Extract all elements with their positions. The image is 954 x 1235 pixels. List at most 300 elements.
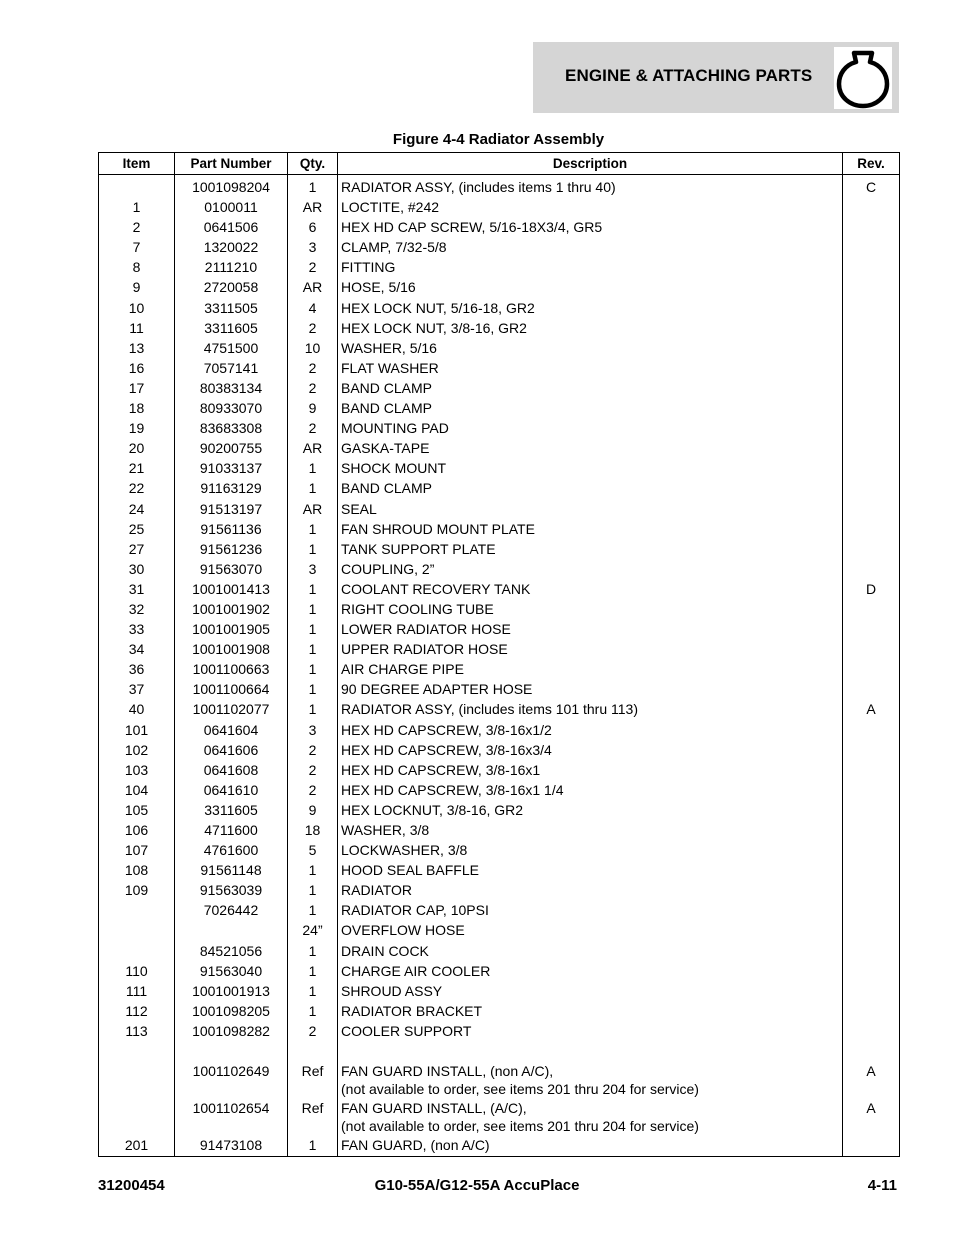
parts-table-body bbox=[99, 175, 900, 1157]
cell-part-number: 7026442 bbox=[175, 901, 288, 921]
cell-part-number: 7057141 bbox=[175, 359, 288, 379]
description-text: SHOCK MOUNT bbox=[341, 460, 446, 477]
cell-rev bbox=[843, 359, 900, 379]
cell-description bbox=[338, 841, 843, 861]
cell-description bbox=[338, 901, 843, 921]
table-row bbox=[99, 479, 900, 499]
cell-rev bbox=[843, 901, 900, 921]
cell-part-number: 83683308 bbox=[175, 419, 288, 439]
cell-description bbox=[338, 801, 843, 821]
cell-part-number: 4711600 bbox=[175, 821, 288, 841]
cell-rev bbox=[843, 419, 900, 439]
table-row bbox=[99, 399, 900, 419]
cell-description bbox=[338, 278, 843, 298]
cell-item: 24 bbox=[99, 500, 175, 520]
description-text: COOLER SUPPORT bbox=[341, 1022, 472, 1039]
cell-rev bbox=[843, 801, 900, 821]
cell-part-number: 0100011 bbox=[175, 198, 288, 218]
cell-item: 101 bbox=[99, 721, 175, 741]
table-row bbox=[99, 680, 900, 700]
description-text: CHARGE AIR COOLER bbox=[341, 962, 491, 979]
cell-qty: 1 bbox=[288, 580, 338, 600]
table-row bbox=[99, 258, 900, 278]
description-text: FLAT WASHER bbox=[341, 359, 439, 376]
cell-qty: 1 bbox=[288, 479, 338, 499]
cell-item: 2 bbox=[99, 218, 175, 238]
cell-rev bbox=[843, 459, 900, 479]
table-row bbox=[99, 1022, 900, 1042]
cell-description bbox=[338, 600, 843, 620]
cell-item: 33 bbox=[99, 620, 175, 640]
cell-description bbox=[338, 339, 843, 359]
description-text: CLAMP, 7/32-5/8 bbox=[341, 239, 447, 256]
cell-description bbox=[338, 319, 843, 339]
cell-item: 110 bbox=[99, 962, 175, 982]
description-text: BAND CLAMP bbox=[341, 379, 433, 396]
cell-description bbox=[338, 660, 843, 680]
cell-part-number: 1320022 bbox=[175, 238, 288, 258]
column-header-part-number: Part Number bbox=[175, 153, 288, 175]
cell-description bbox=[338, 580, 843, 600]
cell-rev bbox=[843, 439, 900, 459]
table-row bbox=[99, 901, 900, 921]
cell-item: 9 bbox=[99, 278, 175, 298]
table-row bbox=[99, 640, 900, 660]
cell-rev bbox=[843, 540, 900, 560]
cell-rev bbox=[843, 339, 900, 359]
description-text: RADIATOR bbox=[341, 882, 413, 899]
column-header-qty: Qty. bbox=[288, 153, 338, 175]
cell-qty: 2 bbox=[288, 741, 338, 761]
table-row bbox=[99, 942, 900, 962]
cell-rev bbox=[843, 399, 900, 419]
cell-description bbox=[338, 258, 843, 278]
cell-description bbox=[338, 439, 843, 459]
description-text: BAND CLAMP bbox=[341, 400, 433, 417]
cell-description bbox=[338, 680, 843, 700]
description-text: WASHER, 3/8 bbox=[341, 822, 430, 838]
cell-description bbox=[338, 500, 843, 520]
description-text: HEX HD CAPSCREW, 3/8-16x1 bbox=[341, 761, 541, 778]
cell-qty: 1 bbox=[288, 680, 338, 700]
cell-part-number: 0641604 bbox=[175, 721, 288, 741]
cell-rev bbox=[843, 841, 900, 861]
cell-rev bbox=[843, 1042, 900, 1062]
table-row bbox=[99, 881, 900, 901]
cell-item: 103 bbox=[99, 761, 175, 781]
description-text: LOCTITE, #242 bbox=[341, 199, 440, 216]
cell-rev: A bbox=[843, 700, 900, 720]
description-text: SEAL bbox=[341, 500, 377, 517]
table-row bbox=[99, 1042, 900, 1062]
cell-part-number: 84521056 bbox=[175, 942, 288, 962]
table-row bbox=[99, 741, 900, 761]
description-text: MOUNTING PAD bbox=[341, 420, 449, 437]
cell-qty: 2 bbox=[288, 319, 338, 339]
description-text: HOOD SEAL BAFFLE bbox=[341, 862, 479, 879]
cell-qty: 1 bbox=[288, 901, 338, 921]
table-row bbox=[99, 1002, 900, 1022]
table-row bbox=[99, 982, 900, 1002]
cell-rev bbox=[843, 500, 900, 520]
description-text: HEX HD CAPSCREW, 3/8-16x1/2 bbox=[341, 721, 552, 738]
description-text: SHROUD ASSY bbox=[341, 982, 443, 999]
table-row bbox=[99, 379, 900, 399]
cell-qty: 1 bbox=[288, 1136, 338, 1157]
cell-item: 40 bbox=[99, 700, 175, 720]
section-header bbox=[533, 42, 899, 113]
table-row bbox=[99, 459, 900, 479]
table-row bbox=[99, 861, 900, 881]
cell-qty: 1 bbox=[288, 620, 338, 640]
cell-rev bbox=[843, 520, 900, 540]
description-text: TANK SUPPORT PLATE bbox=[341, 540, 496, 557]
cell-item: 20 bbox=[99, 439, 175, 459]
cell-rev bbox=[843, 238, 900, 258]
cell-part-number: 3311605 bbox=[175, 319, 288, 339]
table-row bbox=[99, 439, 900, 459]
cell-description bbox=[338, 982, 843, 1002]
cell-part-number: 3311605 bbox=[175, 801, 288, 821]
cell-description bbox=[338, 540, 843, 560]
table-row bbox=[99, 841, 900, 861]
cell-part-number: 91513197 bbox=[175, 500, 288, 520]
cell-item: 25 bbox=[99, 520, 175, 540]
table-row bbox=[99, 1136, 900, 1157]
table-row bbox=[99, 761, 900, 781]
cell-part-number: 91561148 bbox=[175, 861, 288, 881]
cell-description bbox=[338, 821, 843, 841]
description-text: BAND CLAMP bbox=[341, 480, 433, 497]
cell-rev bbox=[843, 741, 900, 761]
cell-rev: A bbox=[843, 1099, 900, 1136]
cell-part-number: 1001102649 bbox=[175, 1062, 288, 1099]
cell-part-number: 1001098204 bbox=[175, 175, 288, 199]
cell-qty: 3 bbox=[288, 238, 338, 258]
table-row bbox=[99, 1099, 900, 1136]
cell-description bbox=[338, 299, 843, 319]
cell-description bbox=[338, 741, 843, 761]
table-row bbox=[99, 700, 900, 720]
cell-description bbox=[338, 520, 843, 540]
cell-qty: 10 bbox=[288, 339, 338, 359]
cell-rev bbox=[843, 721, 900, 741]
cell-item: 112 bbox=[99, 1002, 175, 1022]
table-row bbox=[99, 500, 900, 520]
footer-doc-number: 31200454 bbox=[98, 1177, 165, 1194]
cell-description bbox=[338, 419, 843, 439]
cell-item: 102 bbox=[99, 741, 175, 761]
description-text: HEX LOCK NUT, 3/8-16, GR2 bbox=[341, 319, 527, 336]
cell-qty: 6 bbox=[288, 218, 338, 238]
table-row bbox=[99, 921, 900, 941]
cell-qty: 5 bbox=[288, 841, 338, 861]
table-row bbox=[99, 419, 900, 439]
cell-description bbox=[338, 198, 843, 218]
description-note: (not available to order, see items 201 thru 204 for service) bbox=[341, 1081, 699, 1098]
cell-rev bbox=[843, 218, 900, 238]
cell-description bbox=[338, 620, 843, 640]
cell-item: 32 bbox=[99, 600, 175, 620]
cell-description bbox=[338, 700, 843, 720]
cell-qty: 1 bbox=[288, 942, 338, 962]
cell-item: 107 bbox=[99, 841, 175, 861]
cell-item: 1 bbox=[99, 198, 175, 218]
cell-qty: 2 bbox=[288, 761, 338, 781]
cell-qty: 1 bbox=[288, 982, 338, 1002]
cell-item: 16 bbox=[99, 359, 175, 379]
table-row bbox=[99, 540, 900, 560]
cell-description bbox=[338, 399, 843, 419]
cell-description bbox=[338, 359, 843, 379]
cell-qty: 1 bbox=[288, 700, 338, 720]
description-text: COUPLING, 2” bbox=[341, 560, 435, 577]
cell-item: 13 bbox=[99, 339, 175, 359]
cell-item bbox=[99, 175, 175, 199]
cell-part-number: 1001102654 bbox=[175, 1099, 288, 1136]
cell-part-number: 1001098282 bbox=[175, 1022, 288, 1042]
description-text: GASKA-TAPE bbox=[341, 440, 430, 457]
cell-rev bbox=[843, 660, 900, 680]
cell-qty: Ref bbox=[288, 1062, 338, 1099]
cell-part-number: 91563040 bbox=[175, 962, 288, 982]
cell-part-number: 4761600 bbox=[175, 841, 288, 861]
cell-rev bbox=[843, 640, 900, 660]
cell-description bbox=[338, 781, 843, 801]
cell-item: 11 bbox=[99, 319, 175, 339]
section-title: ENGINE & ATTACHING PARTS bbox=[565, 66, 813, 85]
cell-qty bbox=[288, 1042, 338, 1062]
cell-description bbox=[338, 921, 843, 941]
table-row bbox=[99, 299, 900, 319]
description-text: COOLANT RECOVERY TANK bbox=[341, 580, 531, 597]
description-text: HEX HD CAPSCREW, 3/8-16x3/4 bbox=[341, 741, 552, 758]
cell-part-number: 4751500 bbox=[175, 339, 288, 359]
cell-rev bbox=[843, 881, 900, 901]
cell-part-number bbox=[175, 921, 288, 941]
cell-rev bbox=[843, 600, 900, 620]
table-row bbox=[99, 560, 900, 580]
cell-qty: 1 bbox=[288, 1002, 338, 1022]
cell-part-number: 1001001913 bbox=[175, 982, 288, 1002]
cell-qty: 1 bbox=[288, 640, 338, 660]
description-text: HOSE, 5/16 bbox=[341, 279, 416, 296]
cell-part-number: 0641610 bbox=[175, 781, 288, 801]
cell-qty: 9 bbox=[288, 399, 338, 419]
table-row bbox=[99, 359, 900, 379]
cell-item: 27 bbox=[99, 540, 175, 560]
cell-description bbox=[338, 238, 843, 258]
cell-qty: AR bbox=[288, 439, 338, 459]
cell-qty: 2 bbox=[288, 379, 338, 399]
cell-rev bbox=[843, 982, 900, 1002]
cell-item: 105 bbox=[99, 801, 175, 821]
cell-part-number: 1001001902 bbox=[175, 600, 288, 620]
cell-description bbox=[338, 1099, 843, 1136]
parts-table bbox=[98, 152, 900, 1157]
cell-item bbox=[99, 921, 175, 941]
cell-description bbox=[338, 479, 843, 499]
description-text: FITTING bbox=[341, 259, 396, 276]
cell-qty: 1 bbox=[288, 520, 338, 540]
table-header-row bbox=[99, 153, 900, 175]
cell-rev bbox=[843, 560, 900, 580]
cell-qty: 2 bbox=[288, 258, 338, 278]
footer-model: G10-55A/G12-55A AccuPlace bbox=[374, 1177, 580, 1194]
table-row bbox=[99, 781, 900, 801]
cell-part-number: 80933070 bbox=[175, 399, 288, 419]
cell-description bbox=[338, 1002, 843, 1022]
cell-part-number: 91561136 bbox=[175, 520, 288, 540]
cell-description bbox=[338, 962, 843, 982]
description-text: HEX LOCK NUT, 5/16-18, GR2 bbox=[341, 299, 535, 316]
cell-description bbox=[338, 861, 843, 881]
cell-item: 113 bbox=[99, 1022, 175, 1042]
cell-part-number: 0641506 bbox=[175, 218, 288, 238]
cell-item: 104 bbox=[99, 781, 175, 801]
cell-qty: 2 bbox=[288, 359, 338, 379]
cell-rev: C bbox=[843, 175, 900, 199]
cell-description bbox=[338, 881, 843, 901]
footer-page-number: 4-11 bbox=[867, 1177, 897, 1194]
cell-part-number: 91563070 bbox=[175, 560, 288, 580]
cell-description bbox=[338, 1062, 843, 1099]
cell-qty: 3 bbox=[288, 560, 338, 580]
table-row bbox=[99, 620, 900, 640]
description-text: FAN GUARD INSTALL, (A/C), bbox=[341, 1100, 527, 1117]
column-header-description: Description bbox=[338, 153, 843, 175]
cell-part-number: 1001001908 bbox=[175, 640, 288, 660]
table-row bbox=[99, 721, 900, 741]
description-text: AIR CHARGE PIPE bbox=[341, 661, 464, 678]
cell-item: 10 bbox=[99, 299, 175, 319]
cell-qty: 2 bbox=[288, 1022, 338, 1042]
cell-qty: 1 bbox=[288, 881, 338, 901]
cell-item: 36 bbox=[99, 660, 175, 680]
cell-qty: 4 bbox=[288, 299, 338, 319]
cell-part-number: 3311505 bbox=[175, 299, 288, 319]
cell-qty: 1 bbox=[288, 459, 338, 479]
cell-part-number: 91163129 bbox=[175, 479, 288, 499]
cell-description bbox=[338, 459, 843, 479]
cell-part-number: 1001100664 bbox=[175, 680, 288, 700]
cell-qty: 1 bbox=[288, 175, 338, 199]
cell-rev bbox=[843, 319, 900, 339]
description-text: FAN GUARD, (non A/C) bbox=[341, 1137, 490, 1154]
cell-item bbox=[99, 1099, 175, 1136]
cell-rev bbox=[843, 1002, 900, 1022]
table-row bbox=[99, 198, 900, 218]
cell-part-number: 0641608 bbox=[175, 761, 288, 781]
table-row bbox=[99, 319, 900, 339]
table-row bbox=[99, 1062, 900, 1099]
description-text: WASHER, 5/16 bbox=[341, 339, 437, 356]
cell-rev bbox=[843, 761, 900, 781]
cell-rev bbox=[843, 921, 900, 941]
cell-part-number: 1001100663 bbox=[175, 660, 288, 680]
cell-part-number: 1001098205 bbox=[175, 1002, 288, 1022]
cell-rev bbox=[843, 1022, 900, 1042]
cell-rev: D bbox=[843, 580, 900, 600]
description-text: HEX HD CAP SCREW, 5/16-18X3/4, GR5 bbox=[341, 219, 603, 236]
cell-item: 18 bbox=[99, 399, 175, 419]
column-header-rev: Rev. bbox=[843, 153, 900, 175]
column-header-item: Item bbox=[99, 153, 175, 175]
cell-part-number: 1001102077 bbox=[175, 700, 288, 720]
description-text: UPPER RADIATOR HOSE bbox=[341, 641, 508, 658]
cell-qty: AR bbox=[288, 278, 338, 298]
cell-part-number: 91561236 bbox=[175, 540, 288, 560]
table-row bbox=[99, 339, 900, 359]
description-text: OVERFLOW HOSE bbox=[341, 922, 465, 939]
description-text: LOWER RADIATOR HOSE bbox=[341, 621, 511, 638]
cell-qty: Ref bbox=[288, 1099, 338, 1136]
cell-item: 111 bbox=[99, 982, 175, 1002]
description-text: RADIATOR ASSY, (includes items 101 thru 113) bbox=[341, 701, 638, 718]
cell-description bbox=[338, 1042, 843, 1062]
description-text: HEX HD CAPSCREW, 3/8-16x1 1/4 bbox=[341, 781, 564, 798]
engine-icon bbox=[834, 47, 892, 109]
cell-item: 108 bbox=[99, 861, 175, 881]
cell-description bbox=[338, 1022, 843, 1042]
table-row bbox=[99, 962, 900, 982]
cell-qty: 9 bbox=[288, 801, 338, 821]
cell-description bbox=[338, 1136, 843, 1157]
cell-description bbox=[338, 218, 843, 238]
cell-qty: AR bbox=[288, 198, 338, 218]
description-text: DRAIN COCK bbox=[341, 942, 429, 959]
cell-part-number: 91473108 bbox=[175, 1136, 288, 1157]
description-text: RADIATOR BRACKET bbox=[341, 1002, 483, 1019]
table-row bbox=[99, 801, 900, 821]
cell-description bbox=[338, 942, 843, 962]
cell-part-number: 1001001413 bbox=[175, 580, 288, 600]
cell-rev bbox=[843, 620, 900, 640]
cell-description bbox=[338, 761, 843, 781]
description-text: 90 DEGREE ADAPTER HOSE bbox=[341, 681, 533, 698]
table-row bbox=[99, 175, 900, 199]
cell-description bbox=[338, 721, 843, 741]
cell-part-number: 2720058 bbox=[175, 278, 288, 298]
cell-rev bbox=[843, 962, 900, 982]
cell-rev bbox=[843, 198, 900, 218]
cell-rev bbox=[843, 1136, 900, 1157]
description-text: RADIATOR ASSY, (includes items 1 thru 40) bbox=[341, 179, 616, 195]
cell-item: 201 bbox=[99, 1136, 175, 1157]
cell-item: 37 bbox=[99, 680, 175, 700]
cell-qty: 2 bbox=[288, 419, 338, 439]
cell-item: 34 bbox=[99, 640, 175, 660]
description-text: HEX LOCKNUT, 3/8-16, GR2 bbox=[341, 801, 524, 818]
cell-qty: 2 bbox=[288, 781, 338, 801]
table-row bbox=[99, 580, 900, 600]
cell-qty: 18 bbox=[288, 821, 338, 841]
cell-item: 31 bbox=[99, 580, 175, 600]
cell-part-number: 2111210 bbox=[175, 258, 288, 278]
description-text: RADIATOR CAP, 10PSI bbox=[341, 902, 489, 919]
cell-item: 19 bbox=[99, 419, 175, 439]
description-text: LOCKWASHER, 3/8 bbox=[341, 842, 468, 859]
cell-rev bbox=[843, 942, 900, 962]
cell-description bbox=[338, 640, 843, 660]
cell-part-number: 91033137 bbox=[175, 459, 288, 479]
table-row bbox=[99, 218, 900, 238]
cell-rev bbox=[843, 861, 900, 881]
cell-qty: AR bbox=[288, 500, 338, 520]
cell-rev bbox=[843, 379, 900, 399]
cell-item: 106 bbox=[99, 821, 175, 841]
cell-description bbox=[338, 560, 843, 580]
